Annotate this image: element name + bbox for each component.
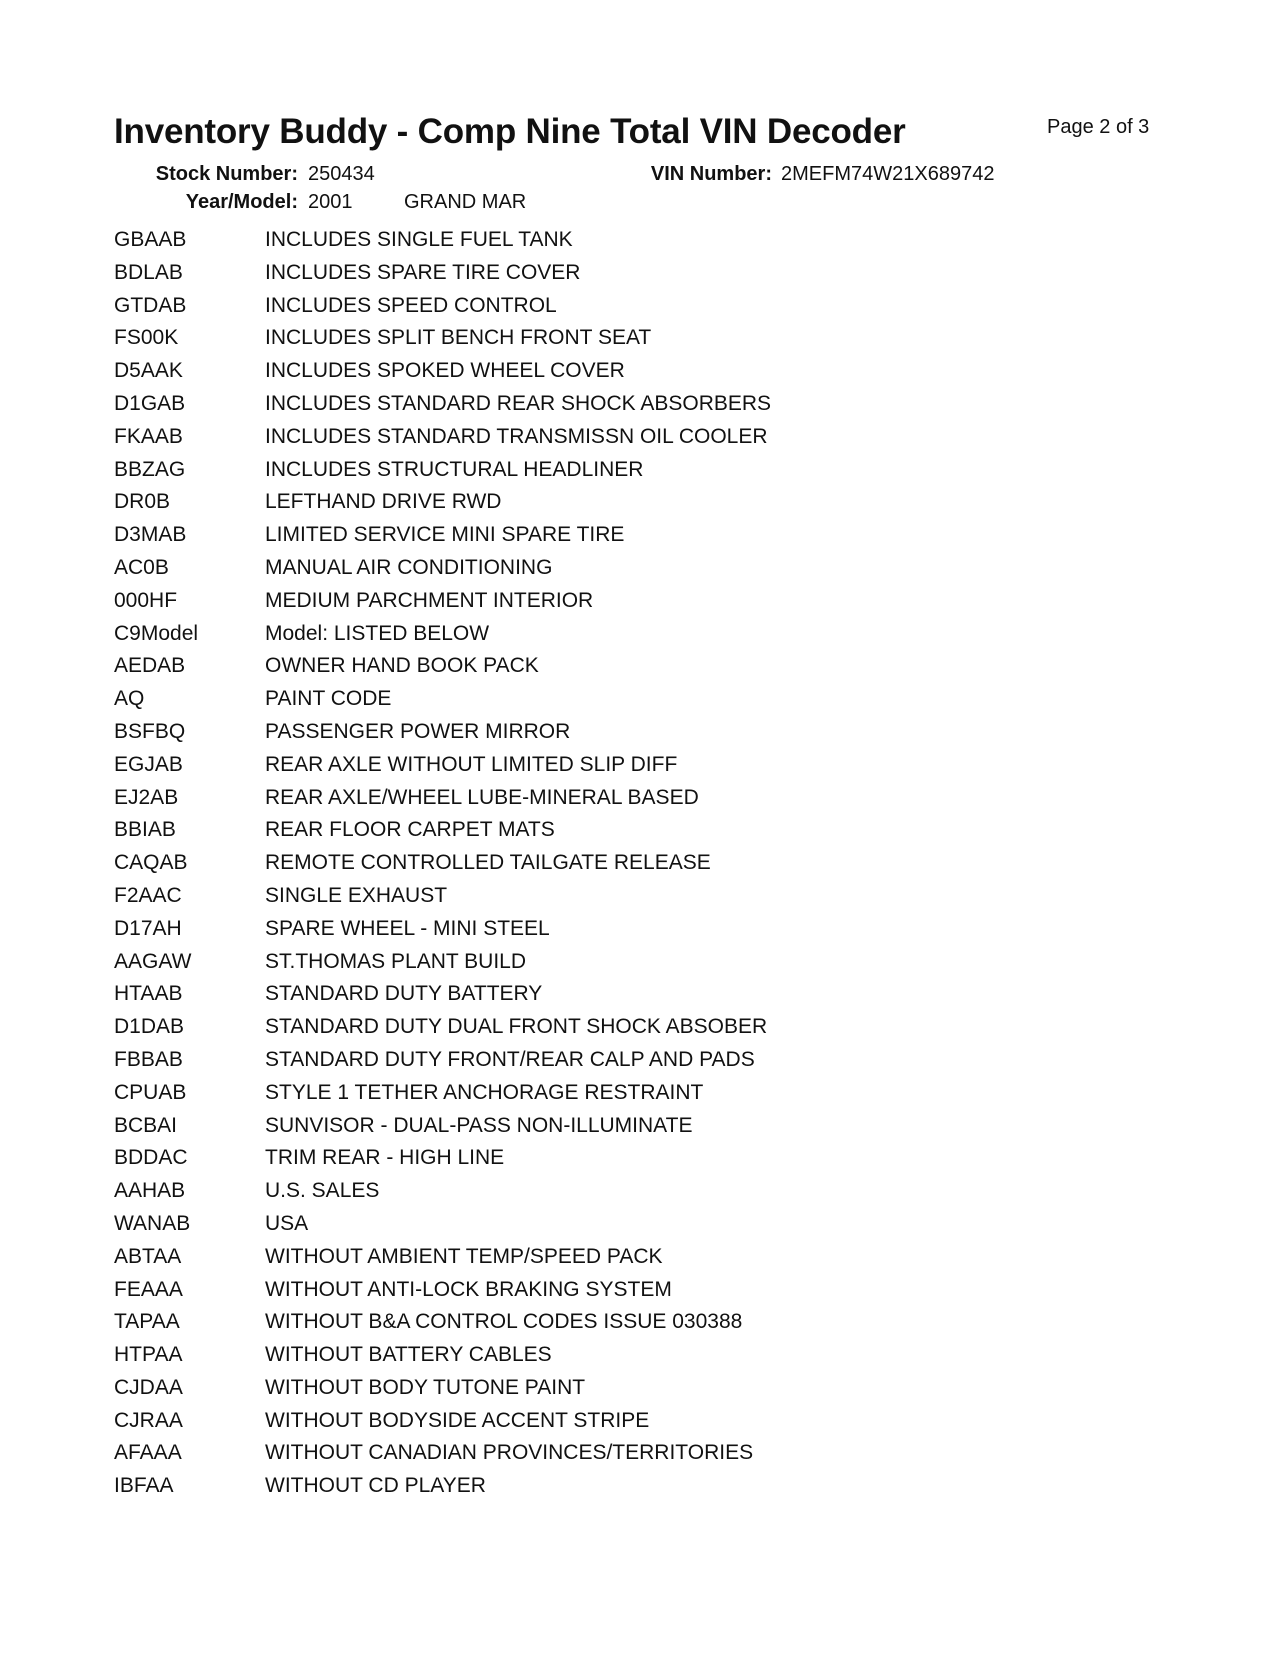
option-code-row: [114, 556, 771, 589]
option-code: FKAAB: [114, 424, 183, 448]
option-description: WITHOUT AMBIENT TEMP/SPEED PACK: [265, 1244, 663, 1268]
option-description: WITHOUT BODYSIDE ACCENT STRIPE: [265, 1408, 650, 1432]
option-description: TRIM REAR - HIGH LINE: [265, 1146, 505, 1170]
stock-number-label: Stock Number:: [155, 163, 298, 185]
option-code-row: [114, 982, 771, 1015]
option-code-row: [114, 622, 771, 655]
option-description: LIMITED SERVICE MINI SPARE TIRE: [265, 523, 625, 547]
option-description: INCLUDES SPOKED WHEEL COVER: [265, 359, 625, 383]
option-code: TAPAA: [114, 1310, 180, 1334]
option-code-row: [114, 720, 771, 753]
stock-number-value: 250434: [308, 163, 375, 185]
option-code: CJRAA: [114, 1408, 183, 1432]
option-description: PASSENGER POWER MIRROR: [265, 719, 571, 743]
option-code-row: [114, 392, 771, 425]
option-description: REMOTE CONTROLLED TAILGATE RELEASE: [265, 851, 711, 875]
option-code-row: [114, 786, 771, 819]
option-code-row: [114, 261, 771, 294]
option-description: REAR AXLE/WHEEL LUBE-MINERAL BASED: [265, 785, 699, 809]
option-description: SPARE WHEEL - MINI STEEL: [265, 916, 550, 940]
option-code-row: [114, 1474, 771, 1507]
option-code: AFAAA: [114, 1441, 182, 1465]
option-code-list: [114, 228, 771, 1507]
option-description: SUNVISOR - DUAL-PASS NON-ILLUMINATE: [265, 1113, 693, 1137]
option-code: BBZAG: [114, 457, 186, 481]
option-code-row: [114, 818, 771, 851]
option-code-row: [114, 1081, 771, 1114]
option-code-row: [114, 884, 771, 917]
option-description: WITHOUT CD PLAYER: [265, 1474, 486, 1498]
option-code: AEDAB: [114, 654, 186, 678]
option-code: FBBAB: [114, 1047, 183, 1071]
option-description: STANDARD DUTY BATTERY: [265, 982, 543, 1006]
option-code: D1GAB: [114, 391, 186, 415]
option-code: D5AAK: [114, 359, 183, 383]
option-code-row: [114, 687, 771, 720]
option-code-row: [114, 1146, 771, 1179]
option-description: Model: LISTED BELOW: [265, 621, 490, 645]
option-code: AC0B: [114, 555, 169, 579]
option-code: BDLAB: [114, 260, 183, 284]
vin-number-value: 2MEFM74W21X689742: [781, 163, 995, 185]
option-description: INCLUDES SINGLE FUEL TANK: [265, 228, 573, 251]
option-code: D1DAB: [114, 1015, 185, 1039]
option-code: CPUAB: [114, 1080, 187, 1104]
option-description: STANDARD DUTY DUAL FRONT SHOCK ABSOBER: [265, 1015, 768, 1039]
option-code: FEAAA: [114, 1277, 183, 1301]
option-description: INCLUDES STRUCTURAL HEADLINER: [265, 457, 644, 481]
year-model-label: Year/Model:: [185, 191, 298, 213]
option-code: D17AH: [114, 916, 182, 940]
option-code-row: [114, 1343, 771, 1376]
option-code: D3MAB: [114, 523, 187, 547]
option-code: BDDAC: [114, 1146, 188, 1170]
option-code-row: [114, 294, 771, 327]
option-code: GBAAB: [114, 228, 187, 251]
option-description: REAR FLOOR CARPET MATS: [265, 818, 555, 842]
option-description: PAINT CODE: [265, 687, 392, 711]
option-code-row: [114, 1376, 771, 1409]
option-code-row: [114, 359, 771, 392]
option-code: AAHAB: [114, 1179, 186, 1203]
option-description: WITHOUT ANTI-LOCK BRAKING SYSTEM: [265, 1277, 672, 1301]
option-code-row: [114, 1179, 771, 1212]
option-description: ST.THOMAS PLANT BUILD: [265, 949, 527, 973]
option-code: BSFBQ: [114, 719, 186, 743]
option-code-row: [114, 1409, 771, 1442]
option-code-row: [114, 654, 771, 687]
option-code: AAGAW: [114, 949, 192, 973]
option-code: DR0B: [114, 490, 171, 514]
vin-number-label: VIN Number:: [650, 163, 772, 185]
option-description: INCLUDES SPLIT BENCH FRONT SEAT: [265, 326, 652, 350]
option-code-row: [114, 1114, 771, 1147]
option-code: 000HF: [114, 588, 178, 612]
option-description: U.S. SALES: [265, 1179, 380, 1203]
option-description: STANDARD DUTY FRONT/REAR CALP AND PADS: [265, 1047, 755, 1071]
option-code: ABTAA: [114, 1244, 182, 1268]
option-code-row: [114, 1212, 771, 1245]
option-code: C9Model: [114, 621, 199, 645]
option-code-row: [114, 917, 771, 950]
option-code-row: [114, 1310, 771, 1343]
option-code-row: [114, 458, 771, 491]
option-code: EGJAB: [114, 752, 183, 776]
option-code-row: [114, 425, 771, 458]
option-code-row: [114, 523, 771, 556]
option-code: IBFAA: [114, 1474, 174, 1498]
option-description: INCLUDES SPEED CONTROL: [265, 293, 557, 317]
option-code-row: [114, 490, 771, 523]
option-code: BBIAB: [114, 818, 176, 842]
option-code: CAQAB: [114, 851, 188, 875]
option-code-row: [114, 589, 771, 622]
option-code: HTAAB: [114, 982, 183, 1006]
option-description: LEFTHAND DRIVE RWD: [265, 490, 502, 514]
option-code-row: [114, 1048, 771, 1081]
page-number: Page 2 of 3: [1047, 116, 1150, 138]
option-description: MANUAL AIR CONDITIONING: [265, 555, 553, 579]
option-code: WANAB: [114, 1211, 191, 1235]
option-code: AQ: [114, 687, 145, 711]
option-description: USA: [265, 1211, 309, 1235]
option-code-row: [114, 1245, 771, 1278]
option-description: REAR AXLE WITHOUT LIMITED SLIP DIFF: [265, 752, 678, 776]
option-code-row: [114, 1015, 771, 1048]
option-description: WITHOUT BODY TUTONE PAINT: [265, 1375, 586, 1399]
option-description: OWNER HAND BOOK PACK: [265, 654, 539, 678]
option-code-row: [114, 1278, 771, 1311]
option-code: F2AAC: [114, 883, 182, 907]
option-description: WITHOUT CANADIAN PROVINCES/TERRITORIES: [265, 1441, 754, 1465]
option-description: WITHOUT BATTERY CABLES: [265, 1343, 552, 1367]
option-description: INCLUDES STANDARD TRANSMISSN OIL COOLER: [265, 424, 768, 448]
option-code-row: [114, 228, 771, 261]
option-code: FS00K: [114, 326, 179, 350]
option-description: STYLE 1 TETHER ANCHORAGE RESTRAINT: [265, 1080, 704, 1104]
year-value: 2001: [308, 191, 353, 213]
option-description: MEDIUM PARCHMENT INTERIOR: [265, 588, 594, 612]
option-code-row: [114, 950, 771, 983]
option-description: WITHOUT B&A CONTROL CODES ISSUE 030388: [265, 1310, 743, 1334]
option-code-row: [114, 851, 771, 884]
model-value: GRAND MAR: [404, 191, 527, 213]
option-code: BCBAI: [114, 1113, 178, 1137]
option-code: CJDAA: [114, 1375, 183, 1399]
option-code: GTDAB: [114, 293, 187, 317]
option-description: SINGLE EXHAUST: [265, 883, 448, 907]
option-code-row: [114, 326, 771, 359]
option-code-row: [114, 1441, 771, 1474]
option-code: EJ2AB: [114, 785, 179, 809]
option-description: INCLUDES SPARE TIRE COVER: [265, 260, 581, 284]
option-code: HTPAA: [114, 1343, 183, 1367]
option-code-row: [114, 753, 771, 786]
option-description: INCLUDES STANDARD REAR SHOCK ABSORBERS: [265, 391, 772, 415]
page-title: Inventory Buddy - Comp Nine Total VIN Decoder: [114, 112, 906, 151]
